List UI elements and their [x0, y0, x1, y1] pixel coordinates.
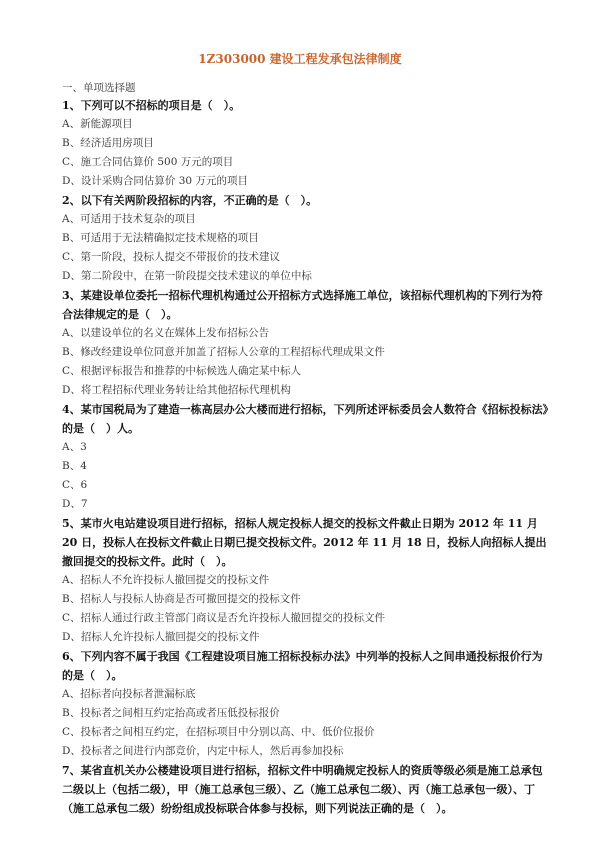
question-6-option-d: D、投标者之间进行内部竞价，内定中标人，然后再参加投标	[62, 745, 344, 757]
question-2-option-a: A、可适用于技术复杂的项目	[62, 213, 196, 225]
question-3-option-c: C、根据评标报告和推荐的中标候选人确定某中标人	[62, 365, 302, 377]
question-2-option-b: B、可适用于无法精确拟定技术规格的项目	[62, 232, 259, 244]
question-2: 2、以下有关两阶段招标的内容，不正确的是（ ）。	[62, 194, 318, 207]
question-5-option-c: C、招标人通过行政主管部门商议是否允许投标人撤回提交的投标文件	[62, 612, 386, 624]
question-3-option-d: D、将工程招标代理业务转让给其他招标代理机构	[62, 384, 291, 396]
question-7: 7、某省直机关办公楼建设项目进行招标，招标文件中明确规定投标人的资质等级必须是施工总承包二级以上（包括二级），甲（施工总承包三级）、乙（施工总承包二级）、丙（施工总承包一级）、丁（施工总承包二级）纷纷组成投标联合体参与投标，则下列说法正确的是（ ）。	[62, 764, 543, 815]
question-3-option-a: A、以建设单位的名义在媒体上发布招标公告	[62, 327, 270, 339]
question-6-option-a: A、招标者向投标者泄漏标底	[62, 688, 196, 700]
question-4-option-a: A、3	[62, 441, 87, 453]
question-2-option-c: C、第一阶段，投标人提交不带报价的技术建议	[62, 251, 281, 263]
question-list	[62, 96, 550, 818]
question-5-option-b: B、招标人与投标人协商是否可撤回提交的投标文件	[62, 593, 301, 605]
question-1-option-c: C、施工合同估算价 500 万元的项目	[62, 156, 234, 168]
question-1-option-a: A、新能源项目	[62, 118, 133, 130]
section-heading: 一、单项选择题	[62, 82, 136, 94]
question-4: 4、某市国税局为了建造一栋高层办公大楼而进行招标，下列所述评标委员会人数符合《招标投标法》的是（ ）人。	[62, 403, 549, 435]
question-4-option-b: B、4	[62, 460, 87, 472]
page-title: 1Z303000 建设工程发承包法律制度	[198, 52, 402, 66]
question-4-option-c: C、6	[62, 479, 88, 491]
question-6-option-b: B、投标者之间相互约定抬高或者压低投标报价	[62, 707, 280, 719]
question-3-option-b: B、修改经建设单位同意并加盖了招标人公章的工程招标代理成果文件	[62, 346, 385, 358]
question-6-option-c: C、投标者之间相互约定，在招标项目中分别以高、中、低价位报价	[62, 726, 375, 738]
question-6: 6、下列内容不属于我国《工程建设项目施工招标投标办法》中列举的投标人之间串通投标报价行为的是（ ）。	[62, 650, 543, 682]
question-5: 5、某市火电站建设项目进行招标，招标人规定投标人提交的投标文件截止日期为 2012 年 11 月 20 日，投标人在投标文件截止日期已提交投标文件。2012 年 11 月 18 日，投标人向招标人提出撤回提交的投标文件。此时（ ）。	[62, 517, 547, 568]
question-2-option-d: D、第二阶段中，在第一阶段提交技术建议的单位中标	[62, 270, 312, 282]
question-1: 1、下列可以不招标的项目是（ ）。	[62, 99, 241, 112]
question-5-option-d: D、招标人允许投标人撤回提交的投标文件	[62, 631, 260, 643]
question-3: 3、某建设单位委托一招标代理机构通过公开招标方式选择施工单位，该招标代理机构的下列行为符合法律规定的是（ ）。	[62, 289, 543, 321]
question-1-option-b: B、经济适用房项目	[62, 137, 154, 149]
question-4-option-d: D、7	[62, 498, 88, 510]
question-1-option-d: D、设计采购合同估算价 30 万元的项目	[62, 175, 248, 187]
question-5-option-a: A、招标人不允许投标人撤回提交的投标文件	[62, 574, 270, 586]
